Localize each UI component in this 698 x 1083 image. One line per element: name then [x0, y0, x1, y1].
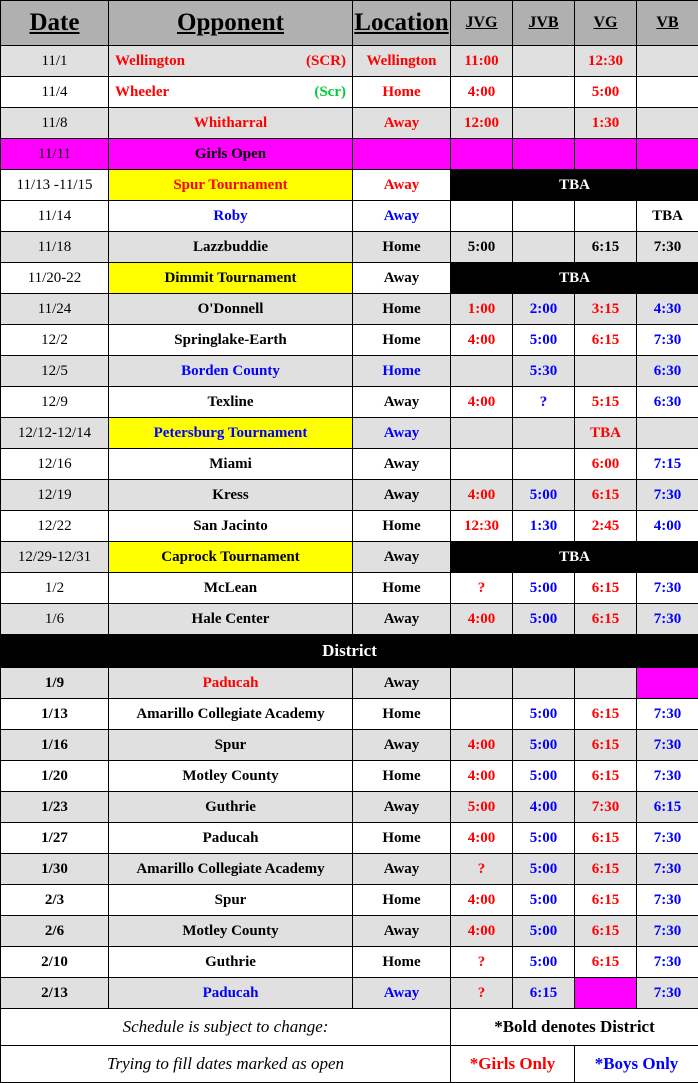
cell-vb: 7:30 [637, 761, 698, 792]
cell-vg: 6:15 [575, 730, 637, 761]
footer-note-girls: *Girls Only [451, 1046, 575, 1083]
cell-jvg [451, 201, 513, 232]
cell-date: 1/2 [1, 573, 109, 604]
cell-vg: 6:15 [575, 823, 637, 854]
cell-jvg: 4:00 [451, 916, 513, 947]
column-header: VG [575, 1, 637, 46]
cell-opponent: Roby [109, 201, 353, 232]
cell-location: Away [353, 418, 451, 449]
cell-date: 12/22 [1, 511, 109, 542]
cell-date: 1/23 [1, 792, 109, 823]
cell-jvg [451, 418, 513, 449]
footer-row-1 [1, 1009, 698, 1046]
table-row [1, 263, 698, 294]
cell-opponent: Texline [109, 387, 353, 418]
cell-jvg [451, 699, 513, 730]
table-row [1, 356, 698, 387]
cell-location: Away [353, 201, 451, 232]
cell-jvb [513, 668, 575, 699]
cell-location: Away [353, 170, 451, 201]
cell-date: 12/5 [1, 356, 109, 387]
table-row [1, 823, 698, 854]
cell-vb: 6:15 [637, 792, 698, 823]
cell-vg: 6:15 [575, 854, 637, 885]
cell-jvb [513, 418, 575, 449]
cell-jvg: ? [451, 854, 513, 885]
cell-date: 1/20 [1, 761, 109, 792]
cell-date: 11/13 -11/15 [1, 170, 109, 201]
column-header: Location [353, 1, 451, 46]
cell-opponent: Spur Tournament [109, 170, 353, 201]
cell-vb: 4:00 [637, 511, 698, 542]
cell-date: 1/6 [1, 604, 109, 635]
district-banner: District [1, 635, 698, 668]
table-row [1, 77, 698, 108]
cell-jvg [451, 356, 513, 387]
cell-jvb: 5:00 [513, 699, 575, 730]
cell-opponent [109, 46, 353, 77]
cell-vg: 6:15 [575, 573, 637, 604]
cell-date: 12/29-12/31 [1, 542, 109, 573]
cell-vb [637, 108, 698, 139]
cell-location: Home [353, 356, 451, 387]
table-row [1, 885, 698, 916]
cell-location: Home [353, 885, 451, 916]
table-row [1, 668, 698, 699]
cell-opponent: San Jacinto [109, 511, 353, 542]
cell-location: Home [353, 294, 451, 325]
table-row [1, 604, 698, 635]
cell-jvb: 5:00 [513, 573, 575, 604]
cell-date: 1/13 [1, 699, 109, 730]
cell-vb: 7:30 [637, 916, 698, 947]
opponent-note: (SCR) [306, 53, 346, 70]
cell-jvb: 5:00 [513, 885, 575, 916]
cell-vg: 3:15 [575, 294, 637, 325]
table-row [1, 232, 698, 263]
column-header: Opponent [109, 1, 353, 46]
cell-jvb: 5:30 [513, 356, 575, 387]
cell-jvg: 4:00 [451, 604, 513, 635]
footer-note-bold: *Bold denotes District [451, 1009, 698, 1046]
cell-opponent: Lazzbuddie [109, 232, 353, 263]
cell-jvb [513, 77, 575, 108]
cell-date: 11/20-22 [1, 263, 109, 294]
cell-jvg: 4:00 [451, 761, 513, 792]
table-row [1, 573, 698, 604]
cell-location: Away [353, 604, 451, 635]
table-row [1, 170, 698, 201]
cell-date: 12/19 [1, 480, 109, 511]
opponent-note: (Scr) [314, 84, 346, 101]
cell-jvb [513, 201, 575, 232]
cell-date: 12/12-12/14 [1, 418, 109, 449]
table-row [1, 294, 698, 325]
cell-jvb [513, 139, 575, 170]
cell-opponent: Borden County [109, 356, 353, 387]
cell-jvb: 5:00 [513, 916, 575, 947]
cell-vg: 6:15 [575, 761, 637, 792]
cell-date: 11/18 [1, 232, 109, 263]
cell-jvg: 12:30 [451, 511, 513, 542]
cell-jvb [513, 108, 575, 139]
cell-jvg: 4:00 [451, 480, 513, 511]
cell-jvb: 5:00 [513, 761, 575, 792]
cell-location: Home [353, 77, 451, 108]
cell-opponent: Motley County [109, 761, 353, 792]
cell-jvb: 5:00 [513, 947, 575, 978]
cell-date: 1/16 [1, 730, 109, 761]
table-row [1, 387, 698, 418]
table-row [1, 916, 698, 947]
cell-vb: 6:30 [637, 387, 698, 418]
cell-location: Home [353, 511, 451, 542]
cell-vb: 7:30 [637, 573, 698, 604]
cell-location: Away [353, 108, 451, 139]
table-row [1, 480, 698, 511]
cell-date: 2/13 [1, 978, 109, 1009]
cell-date: 11/8 [1, 108, 109, 139]
table-row [1, 947, 698, 978]
cell-location [353, 139, 451, 170]
cell-location: Away [353, 792, 451, 823]
cell-jvb: 5:00 [513, 730, 575, 761]
cell-vg: 2:45 [575, 511, 637, 542]
cell-location: Home [353, 699, 451, 730]
cell-location: Home [353, 761, 451, 792]
cell-opponent: Petersburg Tournament [109, 418, 353, 449]
cell-vg: 6:15 [575, 232, 637, 263]
cell-opponent: Paducah [109, 668, 353, 699]
cell-opponent: Paducah [109, 823, 353, 854]
cell-opponent: Caprock Tournament [109, 542, 353, 573]
cell-opponent: Kress [109, 480, 353, 511]
cell-jvb: ? [513, 387, 575, 418]
cell-vb [637, 418, 698, 449]
cell-opponent: Paducah [109, 978, 353, 1009]
cell-jvb: 5:00 [513, 325, 575, 356]
cell-opponent: Guthrie [109, 792, 353, 823]
cell-location: Away [353, 263, 451, 294]
cell-date: 11/4 [1, 77, 109, 108]
cell-vb: 7:30 [637, 854, 698, 885]
cell-jvg: 12:00 [451, 108, 513, 139]
opponent-name: Wellington [115, 53, 185, 70]
table-row [1, 108, 698, 139]
cell-date: 1/9 [1, 668, 109, 699]
cell-tba: TBA [451, 263, 698, 294]
cell-vb: 7:30 [637, 604, 698, 635]
cell-opponent: Guthrie [109, 947, 353, 978]
cell-vb: 7:30 [637, 978, 698, 1009]
cell-vg: 6:15 [575, 604, 637, 635]
cell-jvb: 2:00 [513, 294, 575, 325]
cell-jvb: 5:00 [513, 480, 575, 511]
cell-jvb: 4:00 [513, 792, 575, 823]
cell-vb: 7:30 [637, 823, 698, 854]
cell-jvg: ? [451, 947, 513, 978]
cell-location: Away [353, 854, 451, 885]
cell-date: 2/3 [1, 885, 109, 916]
column-header: VB [637, 1, 698, 46]
cell-vg [575, 201, 637, 232]
cell-opponent: Girls Open [109, 139, 353, 170]
cell-vg [575, 356, 637, 387]
cell-date: 12/2 [1, 325, 109, 356]
cell-vg: 12:30 [575, 46, 637, 77]
cell-vg: 1:30 [575, 108, 637, 139]
column-header: Date [1, 1, 109, 46]
column-header: JVB [513, 1, 575, 46]
cell-opponent: Springlake-Earth [109, 325, 353, 356]
cell-jvb [513, 449, 575, 480]
cell-location: Away [353, 668, 451, 699]
cell-vb: TBA [637, 201, 698, 232]
table-row [1, 542, 698, 573]
cell-jvg: 4:00 [451, 823, 513, 854]
table-row [1, 325, 698, 356]
cell-date: 12/9 [1, 387, 109, 418]
cell-jvg: 5:00 [451, 792, 513, 823]
cell-opponent: McLean [109, 573, 353, 604]
cell-location: Away [353, 449, 451, 480]
table-row [1, 418, 698, 449]
cell-vg: 6:15 [575, 885, 637, 916]
cell-jvb: 1:30 [513, 511, 575, 542]
cell-date: 12/16 [1, 449, 109, 480]
cell-location: Home [353, 232, 451, 263]
cell-vb: 7:30 [637, 885, 698, 916]
cell-vb [637, 46, 698, 77]
cell-opponent: Amarillo Collegiate Academy [109, 854, 353, 885]
cell-jvg: 11:00 [451, 46, 513, 77]
cell-opponent [109, 77, 353, 108]
cell-vg: 5:15 [575, 387, 637, 418]
table-row [1, 730, 698, 761]
cell-jvg: 4:00 [451, 885, 513, 916]
cell-date: 1/27 [1, 823, 109, 854]
cell-jvb: 5:00 [513, 854, 575, 885]
cell-date: 1/30 [1, 854, 109, 885]
cell-opponent: Amarillo Collegiate Academy [109, 699, 353, 730]
cell-vg: 7:30 [575, 792, 637, 823]
cell-jvg: 1:00 [451, 294, 513, 325]
table-row [1, 449, 698, 480]
cell-jvg [451, 668, 513, 699]
cell-opponent: Whitharral [109, 108, 353, 139]
cell-vg [575, 139, 637, 170]
cell-jvg: 4:00 [451, 325, 513, 356]
cell-jvb: 5:00 [513, 604, 575, 635]
cell-jvb [513, 46, 575, 77]
cell-tba: TBA [451, 542, 698, 573]
cell-vb: 7:30 [637, 325, 698, 356]
cell-tba: TBA [451, 170, 698, 201]
cell-vg: 6:15 [575, 916, 637, 947]
cell-jvg: 4:00 [451, 77, 513, 108]
cell-vb: 7:30 [637, 699, 698, 730]
cell-vb: 7:30 [637, 232, 698, 263]
cell-jvb: 5:00 [513, 823, 575, 854]
cell-vg: 5:00 [575, 77, 637, 108]
cell-date: 2/10 [1, 947, 109, 978]
footer-row-2 [1, 1046, 698, 1083]
cell-vb [637, 77, 698, 108]
cell-vg: 6:00 [575, 449, 637, 480]
cell-location: Home [353, 325, 451, 356]
table-row [1, 761, 698, 792]
table-row [1, 201, 698, 232]
cell-vb: 7:30 [637, 730, 698, 761]
cell-vb [637, 139, 698, 170]
cell-vb: 7:30 [637, 480, 698, 511]
cell-location: Away [353, 916, 451, 947]
cell-opponent: Motley County [109, 916, 353, 947]
cell-vg: 6:15 [575, 325, 637, 356]
cell-location: Home [353, 573, 451, 604]
footer-note-open: Trying to fill dates marked as open [1, 1046, 451, 1083]
cell-jvg: 5:00 [451, 232, 513, 263]
district-banner-row [1, 635, 698, 668]
cell-vg: 6:15 [575, 699, 637, 730]
cell-location: Away [353, 480, 451, 511]
cell-vb: 4:30 [637, 294, 698, 325]
cell-location: Away [353, 978, 451, 1009]
table-row [1, 978, 698, 1009]
cell-date: 11/1 [1, 46, 109, 77]
cell-location: Home [353, 947, 451, 978]
cell-location: Wellington [353, 46, 451, 77]
table-row [1, 139, 698, 170]
cell-vb: 7:30 [637, 947, 698, 978]
table-row [1, 699, 698, 730]
cell-vg: 6:15 [575, 480, 637, 511]
table-row [1, 854, 698, 885]
cell-location: Away [353, 730, 451, 761]
cell-location: Away [353, 387, 451, 418]
table-header-row [1, 1, 698, 46]
cell-jvg: ? [451, 573, 513, 604]
cell-opponent: Spur [109, 730, 353, 761]
cell-jvg: ? [451, 978, 513, 1009]
cell-date: 11/14 [1, 201, 109, 232]
cell-opponent: Dimmit Tournament [109, 263, 353, 294]
cell-vg: TBA [575, 418, 637, 449]
footer-note-boys: *Boys Only [575, 1046, 698, 1083]
cell-jvg: 4:00 [451, 387, 513, 418]
cell-jvb [513, 232, 575, 263]
cell-vg [575, 978, 637, 1009]
cell-jvg: 4:00 [451, 730, 513, 761]
cell-opponent: Spur [109, 885, 353, 916]
cell-vb: 7:15 [637, 449, 698, 480]
table-row [1, 511, 698, 542]
cell-vb [637, 668, 698, 699]
cell-vg: 6:15 [575, 947, 637, 978]
cell-date: 2/6 [1, 916, 109, 947]
opponent-name: Wheeler [115, 84, 169, 101]
cell-opponent: Hale Center [109, 604, 353, 635]
cell-jvg [451, 139, 513, 170]
cell-vb: 6:30 [637, 356, 698, 387]
cell-opponent: Miami [109, 449, 353, 480]
cell-location: Away [353, 542, 451, 573]
cell-jvb: 6:15 [513, 978, 575, 1009]
footer-note-schedule: Schedule is subject to change: [1, 1009, 451, 1046]
table-row [1, 46, 698, 77]
cell-date: 11/11 [1, 139, 109, 170]
column-header: JVG [451, 1, 513, 46]
cell-opponent: O'Donnell [109, 294, 353, 325]
cell-jvg [451, 449, 513, 480]
cell-vg [575, 668, 637, 699]
cell-location: Home [353, 823, 451, 854]
table-row [1, 792, 698, 823]
cell-date: 11/24 [1, 294, 109, 325]
